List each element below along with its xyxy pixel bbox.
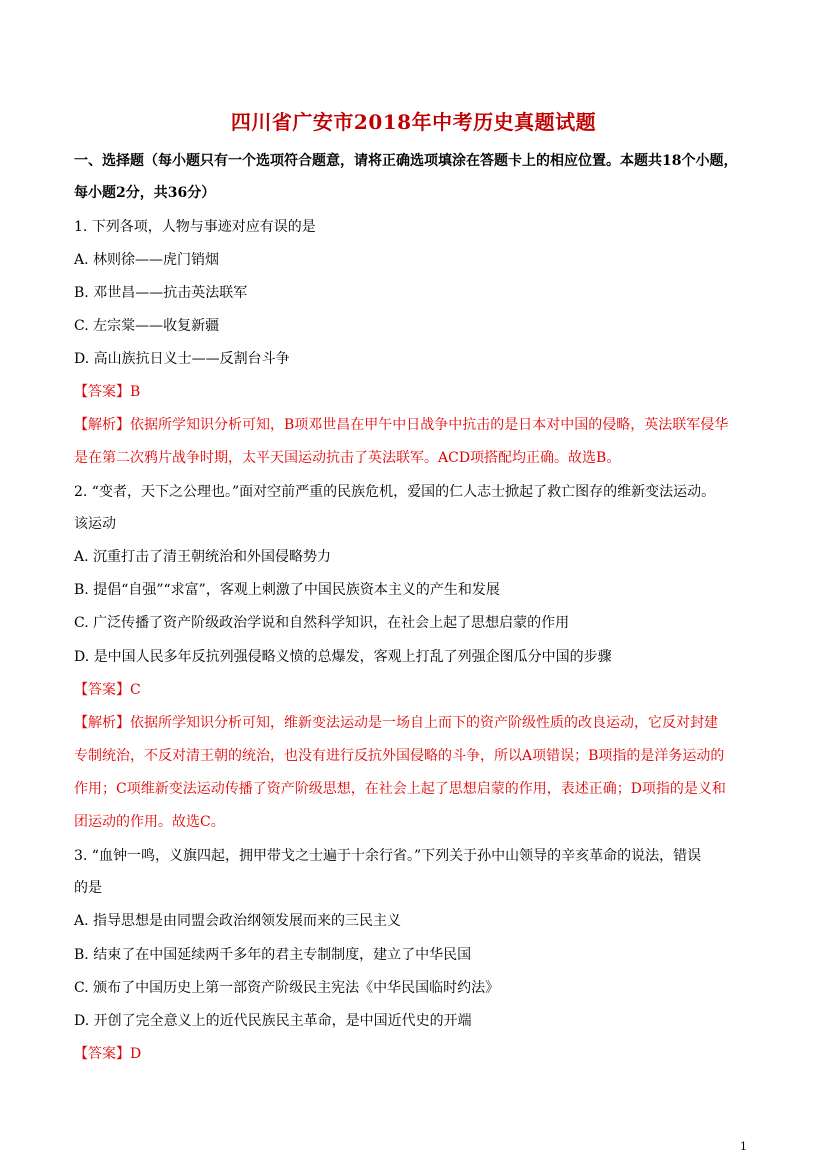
q1-stem: 1. 下列各项，人物与事迹对应有误的是 <box>74 219 316 235</box>
q2-stem-line-2: 该运动 <box>74 516 116 532</box>
q1-option-a: A. 林则徐——虎门销烟 <box>74 252 220 268</box>
q1-answer <box>74 383 764 401</box>
answer-tag: 【答案】 <box>74 384 130 400</box>
q1-option-c: C. 左宗棠——收复新疆 <box>74 318 220 334</box>
q2-analysis-line-2: 专制统治，不反对清王朝的统治，也没有进行反抗外国侵略的斗争，所以A项错误；B项指的是洋务运动的 <box>74 748 725 764</box>
q2-option-c: C. 广泛传播了资产阶级政治学说和自然科学知识，在社会上起了思想启蒙的作用 <box>74 615 570 631</box>
q2-answer-value: C <box>130 682 141 698</box>
section-heading-line-2: 每小题2分，共36分） <box>74 185 216 201</box>
q3-option-a: A. 指导思想是由同盟会政治纲领发展而来的三民主义 <box>74 913 402 929</box>
q2-analysis-text-1: 依据所学知识分析可知，维新变法运动是一场自上而下的资产阶级性质的改良运动，它反对封建 <box>130 715 718 731</box>
page-number: 1 <box>740 1140 747 1153</box>
q2-stem-line-1: 2. “变者，天下之公理也。”面对空前严重的民族危机，爱国的仁人志士掀起了救亡图存的维新变法运动。 <box>74 484 716 500</box>
q2-answer <box>74 681 764 699</box>
analysis-tag: 【解析】 <box>74 417 130 433</box>
q3-stem-line-1: 3. “血钟一鸣，义旗四起，拥甲带戈之士遍于十余行省。”下列关于孙中山领导的辛亥革命的说法，错误 <box>74 848 702 864</box>
q2-analysis-line-3: 作用；C项维新变法运动传播了资产阶级思想，在社会上起了思想启蒙的作用，表述正确；D项指的是义和 <box>74 781 726 797</box>
q2-analysis-line-1 <box>74 714 764 732</box>
analysis-tag: 【解析】 <box>74 715 130 731</box>
q3-answer <box>74 1045 764 1063</box>
q2-option-d: D. 是中国人民多年反抗列强侵略义愤的总爆发，客观上打乱了列强企图瓜分中国的步骤 <box>74 649 612 665</box>
q2-analysis-line-4: 团运动的作用。故选C。 <box>74 814 225 830</box>
document-title: 四川省广安市2018年中考历史真题试题 <box>230 110 597 134</box>
q1-answer-value: B <box>130 384 141 400</box>
q2-option-b: B. 提倡“自强”“求富”，客观上刺激了中国民族资本主义的产生和发展 <box>74 582 500 598</box>
q1-option-d: D. 高山族抗日义士——反割台斗争 <box>74 351 290 367</box>
answer-tag: 【答案】 <box>74 682 130 698</box>
q3-option-c: C. 颁布了中国历史上第一部资产阶级民主宪法《中华民国临时约法》 <box>74 980 500 996</box>
q3-stem-line-2: 的是 <box>74 880 102 896</box>
answer-tag: 【答案】 <box>74 1046 130 1062</box>
q3-option-d: D. 开创了完全意义上的近代民族民主革命，是中国近代史的开端 <box>74 1013 472 1029</box>
q3-option-b: B. 结束了在中国延续两千多年的君主专制制度，建立了中华民国 <box>74 947 472 963</box>
q1-analysis-line-1 <box>74 416 764 434</box>
q3-answer-value: D <box>130 1046 142 1062</box>
section-heading-line-1: 一、选择题（每小题只有一个选项符合题意，请将正确选项填涂在答题卡上的相应位置。本题共18个小题， <box>74 153 738 169</box>
q1-analysis-text-1: 依据所学知识分析可知，B项邓世昌在甲午中日战争中抗击的是日本对中国的侵略，英法联军侵华 <box>130 417 729 433</box>
q1-option-b: B. 邓世昌——抗击英法联军 <box>74 285 248 301</box>
q1-analysis-line-2: 是在第二次鸦片战争时期，太平天国运动抗击了英法联军。ACD项搭配均正确。故选B。 <box>74 450 621 466</box>
q2-option-a: A. 沉重打击了清王朝统治和外国侵略势力 <box>74 549 332 565</box>
